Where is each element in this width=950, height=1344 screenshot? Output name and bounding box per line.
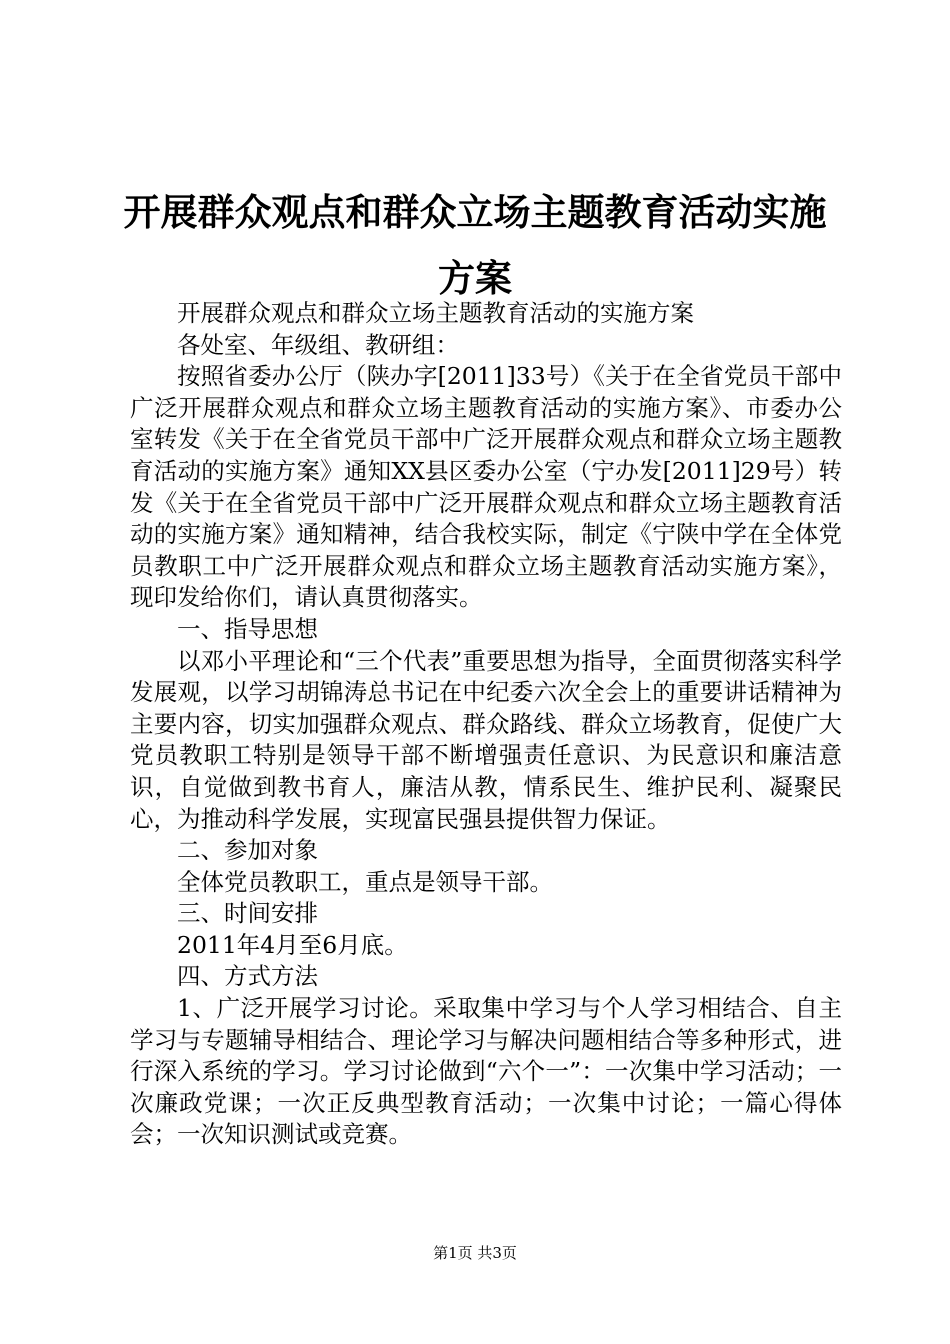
page-number-footer: 第1页 共3页 bbox=[433, 1244, 517, 1262]
paragraph-participants: 全体党员教职工，重点是领导干部。 bbox=[177, 867, 553, 896]
heading-guiding-thought: 一、指导思想 bbox=[177, 614, 318, 643]
heading-participants: 二、参加对象 bbox=[177, 836, 318, 865]
paragraph-addressee: 各处室、年级组、教研组： bbox=[177, 330, 459, 359]
heading-methods: 四、方式方法 bbox=[177, 962, 318, 991]
document-body bbox=[130, 298, 842, 1151]
heading-schedule: 三、时间安排 bbox=[177, 899, 318, 928]
document-title: 开展群众观点和群众立场主题教育活动实施方案 bbox=[123, 191, 827, 300]
paragraph-schedule: 2011年4月至6月底。 bbox=[177, 930, 408, 959]
paragraph-subtitle: 开展群众观点和群众立场主题教育活动的实施方案 bbox=[177, 299, 694, 327]
paragraph-intro: 按照省委办公厅（陕办字[2011]33号）《关于在全省党员干部中广泛开展群众观点和群众立场主题教育活动的实施方案》、市委办公室转发《关于在全省党员干部中广泛开展群众观点和群众立场主题教育活动的实施方案》通知XX县区委办公室（宁办发[2011]29号）转发《关于在全省党员干部中广泛开展群众观点和群众立场主题教育活动的实施方案》通知精神，结合我校实际，制定《宁陕中学在全体党员教职工中广泛开展群众观点和群众立场主题教育活动实施方案》，现印发给你们，请认真贯彻落实。 bbox=[130, 362, 842, 612]
paragraph-methods-1: 1、广泛开展学习讨论。采取集中学习与个人学习相结合、自主学习与专题辅导相结合、理论学习与解决问题相结合等多种形式，进行深入系统的学习。学习讨论做到“六个一”：一次集中学习活动；一次廉政党课；一次正反典型教育活动；一次集中讨论；一篇心得体会；一次知识测试或竞赛。 bbox=[130, 994, 842, 1149]
paragraph-guiding-thought: 以邓小平理论和“三个代表”重要思想为指导，全面贯彻落实科学发展观，以学习胡锦涛总书记在中纪委六次全会上的重要讲话精神为主要内容，切实加强群众观点、群众路线、群众立场教育，促使广大党员教职工特别是领导干部不断增强责任意识、为民意识和廉洁意识，自觉做到教书育人，廉洁从教，情系民生、维护民利、凝聚民心，为推动科学发展，实现富民强县提供智力保证。 bbox=[130, 646, 842, 833]
